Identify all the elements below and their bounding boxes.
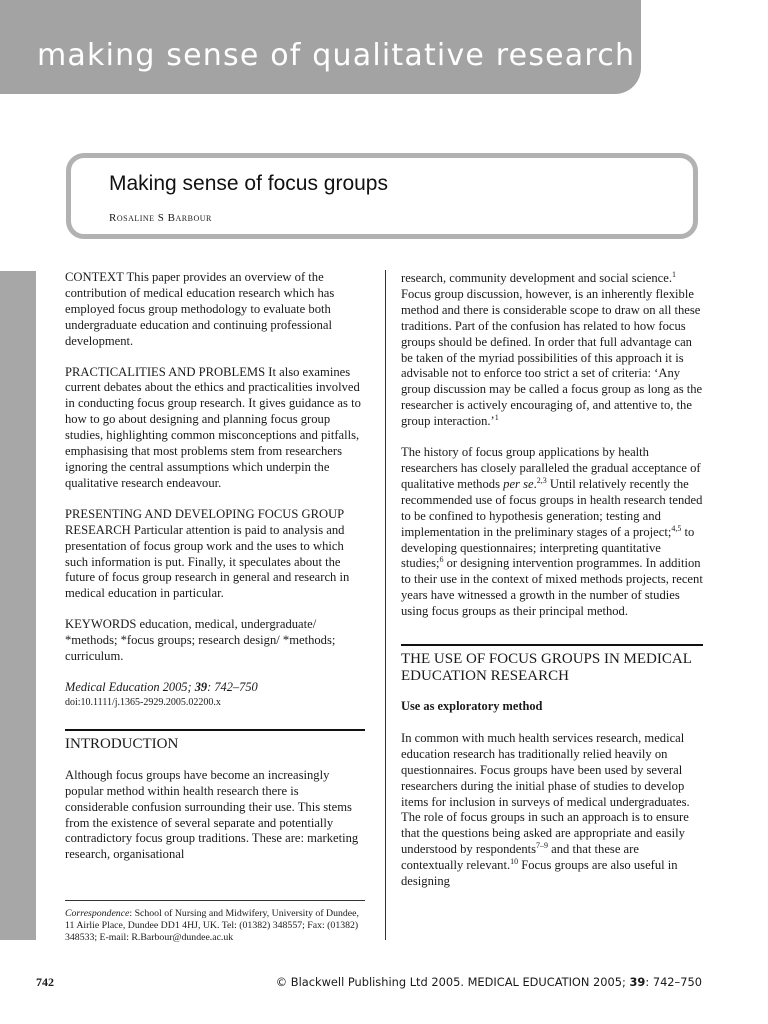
introduction-text: Although focus groups have become an increasingly popular method within health research there is considerable confusion surrounding their use. This stems from the existence of several separate and potentially contradictory focus group traditions. These are: marketing research, organisational [65,767,359,862]
footer-volume: 39 [629,975,646,989]
footer-copyright-text: © Blackwell Publishing Ltd 2005. MEDICAL EDUCATION 2005; [275,975,630,989]
paragraph-history [401,445,703,620]
paragraph-text: to developing questionnaires; interpreting quantitative studies; [401,524,695,571]
series-banner [0,0,641,94]
paragraph-text: . [533,476,537,491]
introduction-section [65,729,365,753]
paragraph-text: or designing intervention programmes. In addition to their use in the context of mixed methods projects, recent years have witnessed a growth in the number of studies using focus groups as their principal method. [401,556,703,619]
citation [65,680,365,696]
focus-groups-section [401,644,703,685]
paragraph-text: and that these are contextually relevant. [401,842,639,873]
subheading: Use as exploratory method [401,699,543,714]
reference-marker: 2,3 [536,475,547,485]
reference-marker: 7–9 [536,841,549,851]
column-divider [385,270,386,940]
article-author: Rosaline S Barbour [109,212,212,224]
section-heading: THE USE OF FOCUS GROUPS IN MEDICAL EDUCATION RESEARCH [401,651,692,685]
citation-journal: Medical Education 2005; [65,679,195,694]
keywords: KEYWORDS education, medical, undergraduate/ *methods; *focus groups; research design/ *methods; curriculum. [65,617,336,664]
page-number: 742 [36,975,54,989]
paragraph-text: In common with much health services research, medical education research has traditionally relied heavily on questionnaires. Focus groups have been used by several researchers during the initial phase of studies to develop items for inclusion in surveys of medical undergraduates. The role of focus groups in such an approach is to ensure that the questions being asked are appropriate and easily understood by respondents [401,730,690,857]
paragraph-text: research, community development and social science. [401,271,673,285]
right-column [401,271,703,890]
reference-marker: 4,5 [671,523,682,533]
abstract-practicalities: PRACTICALITIES AND PROBLEMS It also examines current debates about the ethics and practicalities involved in conducting focus group research. It gives guidance as to how to go about designing and planning focus group studies, highlighting common misconceptions and pitfalls, emphasising that most problems stem from researchers ignoring the central assumptions which underpin the qualitative research endeavour. [65,364,361,490]
series-title: making sense of qualitative research [37,38,636,73]
abstract-presenting: PRESENTING AND DEVELOPING FOCUS GROUP RESEARCH Particular attention is paid to analysis and presentation of focus group work and the uses to which such information is put. Finally, it speculates about the future of focus group research in general and research in medical education in particular. [65,506,350,601]
citation-pages: : 742–750 [207,679,258,694]
reference-marker: 1 [672,269,677,279]
left-column [65,270,365,863]
citation-volume: 39 [194,679,208,694]
footer-copyright [276,975,702,989]
footer-pages: : 742–750 [645,975,702,989]
doi: doi:10.1111/j.1365-2929.2005.02200.x [65,696,221,708]
introduction-heading: INTRODUCTION [65,735,179,752]
paragraph-italic: per se [503,476,534,491]
reference-marker: 6 [439,555,444,565]
article-title-box [66,153,698,239]
reference-marker: 10 [510,857,519,866]
reference-marker: 1 [494,412,499,422]
article-title: Making sense of focus groups [109,172,388,195]
paragraph-text: The history of focus group applications by health researchers has closely paralleled the gradual acceptance of qualitative methods [401,445,701,491]
paragraph-text: Focus group discussion, however, is an inherently flexible method and there is considerable scope to draw on all these traditions. Part of the confusion has related to how focus groups should be defined. In order that full advantage can be taken of the myriad possibilities of this approach it is advisable not to enforce too strict a set of criteria: ‘Any group discussion may be called a focus group as long as the researcher is actively encouraging of, and attentive to, the group interaction.’ [401,286,703,429]
paragraph-confusion [401,271,703,430]
side-decoration-bar [0,271,36,940]
paragraph-text: Focus groups are also useful in designing [401,858,678,889]
paragraph-text: Until relatively recently the recommended use of focus groups in health research tended to be confined to hypothesis generation; testing and implementation in the preliminary stages of a project; [401,476,703,539]
paragraph-exploratory [401,731,703,890]
correspondence-note [65,900,365,944]
abstract-context: CONTEXT This paper provides an overview of the contribution of medical education research which has employed focus group methodology to evaluate both undergraduate education and continuing professional development. [65,270,335,348]
correspondence-text: : School of Nursing and Midwifery, University of Dundee, 11 Airlie Place, Dundee DD1 4HJ, UK. Tel: (01382) 348557; Fax: (01382) 348533; E-mail: R.Barbour@dundee.ac.uk [65,908,359,943]
correspondence-label: Correspondence [65,908,130,919]
